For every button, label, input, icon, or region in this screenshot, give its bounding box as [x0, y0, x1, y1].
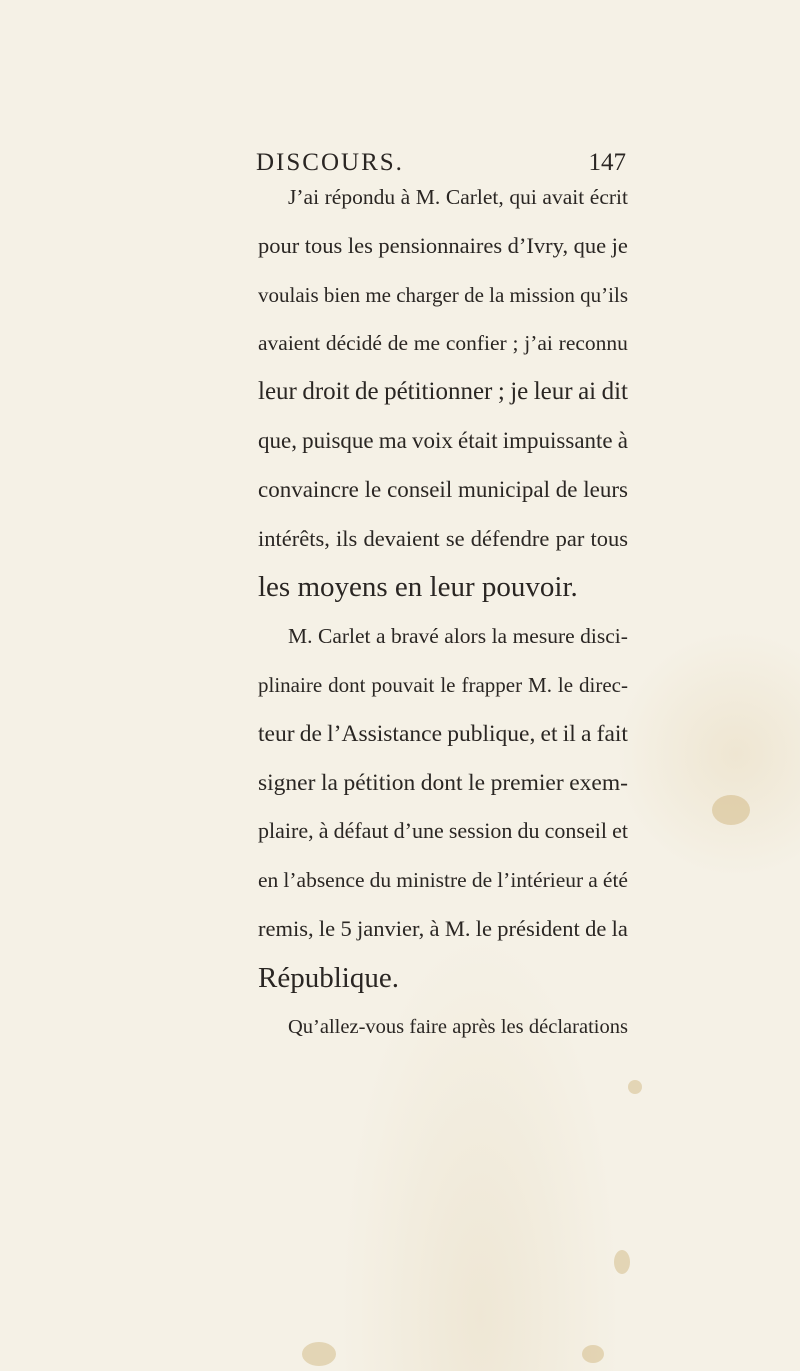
word: janvier,	[357, 915, 425, 941]
word: tous	[304, 232, 343, 258]
word: la	[611, 915, 628, 941]
word: M.	[444, 915, 471, 941]
word: d’Ivry,	[507, 232, 569, 258]
word: 5	[340, 915, 352, 941]
word: puisque	[302, 427, 374, 453]
word: que,	[258, 427, 297, 453]
word: alors	[444, 624, 487, 649]
word: M.	[528, 672, 552, 697]
word: à	[617, 427, 628, 453]
word: à	[318, 818, 329, 844]
word: par	[555, 525, 585, 551]
word: ;	[512, 331, 519, 356]
word: République.	[258, 961, 399, 994]
word: ma	[378, 427, 407, 453]
word: la	[320, 769, 338, 796]
word: signer	[258, 769, 316, 796]
text-line	[258, 661, 628, 710]
word: J’ai	[288, 185, 320, 209]
word: ils	[336, 525, 358, 551]
word: municipal	[458, 476, 550, 502]
word: l’absence	[283, 868, 365, 893]
word: les	[500, 1015, 524, 1038]
text-line	[258, 954, 628, 1003]
word: M.	[415, 185, 441, 209]
word: avait	[542, 185, 585, 209]
word: se	[445, 525, 465, 551]
word: dont	[420, 769, 463, 796]
word: que	[573, 232, 607, 258]
word: a	[580, 720, 592, 747]
word: président	[497, 915, 580, 941]
word: bravé	[391, 624, 439, 649]
text-line	[258, 612, 628, 661]
word: qui	[509, 185, 537, 209]
word: intérêts,	[258, 525, 330, 551]
word: dont	[328, 672, 366, 697]
text-line	[258, 710, 628, 759]
word: pétitionner	[384, 378, 493, 406]
text-line	[258, 417, 628, 466]
word: la	[491, 624, 508, 649]
word: Carlet,	[445, 185, 504, 209]
word: le	[364, 476, 382, 502]
word: leurs	[583, 476, 628, 502]
word: tous	[590, 525, 628, 551]
word: qu’ils	[580, 282, 628, 307]
word: de	[585, 915, 607, 941]
word: et	[612, 818, 628, 844]
word: ministre	[396, 868, 467, 893]
word: le	[468, 769, 486, 796]
word: leur	[533, 378, 573, 406]
word: plaire,	[258, 818, 314, 844]
body-text	[258, 173, 628, 1051]
word: en	[258, 868, 279, 893]
page-number: 147	[588, 149, 626, 176]
word: la	[489, 282, 505, 307]
word: décidé	[325, 331, 382, 356]
word: exem-	[569, 769, 628, 796]
paper-stain	[628, 1080, 642, 1094]
word: l’intérieur	[497, 868, 584, 893]
word: répondu	[324, 185, 396, 209]
word: devaient	[363, 525, 440, 551]
word: faire	[409, 1015, 447, 1038]
word: ai	[578, 378, 597, 406]
word: dit	[601, 378, 628, 406]
text-line	[258, 807, 628, 856]
word: avaient	[258, 331, 321, 356]
word: été	[602, 868, 628, 893]
word: de	[355, 378, 379, 406]
word: direc-	[579, 672, 628, 697]
word: de	[299, 720, 322, 747]
word: me	[413, 331, 441, 356]
word: Carlet	[317, 624, 371, 649]
word: les moyens en leur pouvoir.	[258, 571, 578, 604]
word: l’Assistance	[327, 720, 443, 747]
word: voix	[412, 427, 453, 453]
word: voulais	[258, 282, 319, 307]
word: les	[347, 232, 373, 258]
word: je	[611, 232, 628, 258]
word: pouvait	[371, 672, 435, 697]
word: frapper	[461, 672, 523, 697]
word: leur	[258, 378, 297, 406]
word: impuissante	[502, 427, 613, 453]
word: de	[387, 331, 409, 356]
word: et	[540, 720, 558, 747]
word: déclarations	[528, 1015, 628, 1038]
word: teur	[258, 720, 295, 747]
word: a	[376, 624, 386, 649]
word: j’ai	[524, 331, 553, 356]
word: le	[475, 915, 492, 941]
paper-stain	[712, 795, 750, 825]
word: le	[440, 672, 456, 697]
word: défendre	[470, 525, 550, 551]
word: charger	[396, 282, 459, 307]
word: pour	[258, 232, 300, 258]
word: fait	[596, 720, 628, 747]
word: droit	[302, 378, 350, 406]
text-line	[258, 319, 628, 368]
word: il	[562, 720, 576, 747]
text-line	[258, 856, 628, 905]
word: à	[400, 185, 411, 209]
word: pétition	[343, 769, 416, 796]
word: publique,	[447, 720, 536, 747]
running-title: DISCOURS.	[256, 149, 404, 176]
word: me	[365, 282, 391, 307]
word: de	[555, 476, 578, 502]
text-line	[258, 1003, 628, 1052]
word: conseil	[387, 476, 453, 502]
text-line	[258, 271, 628, 320]
word: d’une	[393, 818, 444, 844]
text-line	[258, 563, 628, 612]
word: je	[510, 378, 529, 406]
word: reconnu	[558, 331, 628, 356]
word: défaut	[333, 818, 389, 844]
text-line	[258, 905, 628, 954]
word: premier	[490, 769, 564, 796]
text-line	[258, 515, 628, 564]
word: du	[369, 868, 392, 893]
text-line	[258, 173, 628, 222]
word: M.	[288, 624, 313, 649]
text-line	[258, 759, 628, 808]
word: ;	[497, 378, 505, 406]
word: après	[452, 1015, 496, 1038]
word: mesure	[512, 624, 575, 649]
word: de	[464, 282, 484, 307]
word: convaincre	[258, 476, 359, 502]
paper-stain	[614, 1250, 630, 1274]
text-line	[258, 466, 628, 515]
word: conseil	[544, 818, 607, 844]
word: du	[517, 818, 540, 844]
text-line	[258, 368, 628, 417]
word: était	[458, 427, 498, 453]
word: écrit	[589, 185, 628, 209]
word: plinaire	[258, 672, 323, 697]
word: confier	[445, 331, 507, 356]
word: de	[471, 868, 493, 893]
word: remis,	[258, 915, 314, 941]
word: disci-	[580, 624, 628, 649]
word: pensionnaires	[378, 232, 503, 258]
paper-stain	[582, 1345, 604, 1363]
word: session	[448, 818, 513, 844]
word: a	[588, 868, 598, 893]
word: le	[318, 915, 336, 941]
word: bien	[323, 282, 361, 307]
paper-stain	[302, 1342, 336, 1366]
word: Qu’allez-vous	[288, 1015, 405, 1038]
word: à	[429, 915, 440, 941]
word: le	[557, 672, 574, 697]
text-line	[258, 222, 628, 271]
word: mission	[509, 282, 575, 307]
